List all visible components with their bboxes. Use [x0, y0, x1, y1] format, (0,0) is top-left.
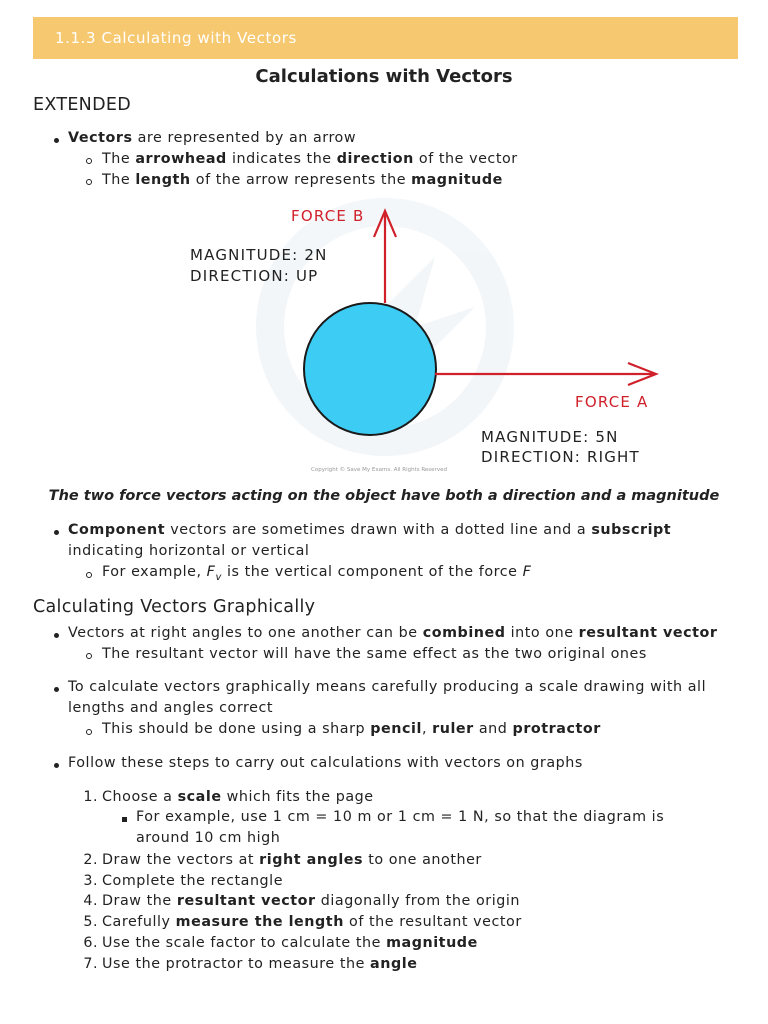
- bold-term: pencil: [370, 721, 422, 737]
- step-number: 3.: [83, 873, 98, 889]
- bold-term: protractor: [512, 721, 601, 737]
- sub-bullet-square: [122, 817, 127, 822]
- text-run: The: [102, 151, 136, 167]
- force-a-magnitude: MAGNITUDE: 5N: [481, 428, 619, 446]
- bullet-scale-drawing-cont: lengths and angles correct: [68, 700, 274, 716]
- sub-bullet-resultant: The resultant vector will have the same effect as the two original ones: [102, 646, 647, 662]
- sub-bullet-example: [102, 564, 531, 583]
- step-number: 7.: [83, 956, 98, 972]
- text-run: of the vector: [413, 151, 518, 167]
- bold-term: resultant vector: [176, 893, 316, 909]
- text-run: to one another: [363, 852, 482, 868]
- force-a-label: FORCE A: [575, 393, 649, 411]
- bullet-dot: [54, 530, 59, 535]
- force-b-label: FORCE B: [291, 207, 365, 225]
- step-7: [102, 956, 417, 972]
- step-1: [102, 789, 374, 805]
- section-heading-graphically: Calculating Vectors Graphically: [33, 597, 316, 617]
- bold-term: scale: [177, 789, 222, 805]
- text-run: indicates the: [226, 151, 337, 167]
- subscript-v: v: [215, 571, 222, 583]
- text-run: is the vertical component of the force: [221, 564, 523, 580]
- bold-term: resultant vector: [578, 625, 718, 641]
- text-run: of the arrow represents the: [190, 172, 412, 188]
- step-number: 4.: [83, 893, 98, 909]
- text-run: into one: [505, 625, 579, 641]
- force-a-direction: DIRECTION: RIGHT: [481, 448, 640, 466]
- force-b-magnitude: MAGNITUDE: 2N: [190, 246, 328, 264]
- banner-title: 1.1.3 Calculating with Vectors: [55, 29, 297, 47]
- text-run: Use the protractor to measure the: [102, 956, 371, 972]
- bullet-dot: [54, 687, 59, 692]
- bold-term: length: [135, 172, 191, 188]
- step-1-example-cont: around 10 cm high: [136, 830, 281, 846]
- bold-term: magnitude: [386, 935, 478, 951]
- bullet-component-cont: indicating horizontal or vertical: [68, 543, 310, 559]
- section-banner: [33, 17, 738, 59]
- step-2: [102, 852, 482, 868]
- text-run: Draw the vectors at: [102, 852, 260, 868]
- sub-bullet-length: [102, 172, 503, 188]
- bullet-dot: [54, 138, 59, 143]
- text-run: diagonally from the origin: [315, 893, 520, 909]
- bullet-vectors: [68, 130, 356, 146]
- sub-bullet-ring: [86, 179, 92, 185]
- sub-bullet-ring: [86, 158, 92, 164]
- bold-term: right angles: [259, 852, 364, 868]
- bold-term: combined: [422, 625, 506, 641]
- page-title: Calculations with Vectors: [255, 66, 513, 87]
- bold-term: ruler: [432, 721, 474, 737]
- text-run: which fits the page: [221, 789, 374, 805]
- text-run: and: [473, 721, 513, 737]
- step-6: [102, 935, 478, 951]
- text-run: ,: [421, 721, 433, 737]
- text-run: The: [102, 172, 136, 188]
- bullet-dot: [54, 763, 59, 768]
- bold-term: subscript: [591, 522, 672, 538]
- bullet-component: [68, 522, 671, 538]
- text-run: Complete the rectangle: [102, 873, 284, 889]
- bold-term: measure the length: [175, 914, 344, 930]
- step-number: 1.: [83, 789, 98, 805]
- bullet-combined: [68, 625, 717, 641]
- text-run: This should be done using a sharp: [102, 721, 371, 737]
- step-3: [102, 873, 283, 889]
- text-run: Vectors at right angles to one another can be: [68, 625, 423, 641]
- step-number: 2.: [83, 852, 98, 868]
- step-5: [102, 914, 522, 930]
- text-run: For example,: [102, 564, 207, 580]
- sub-bullet-ring: [86, 653, 92, 659]
- bold-term: angle: [370, 956, 418, 972]
- variable-f: F: [522, 564, 532, 580]
- copyright-text: Copyright © Save My Exams. All Rights Reserved: [311, 467, 447, 473]
- text-run: Use the scale factor to calculate the: [102, 935, 387, 951]
- text-run: Carefully: [102, 914, 176, 930]
- bold-term: arrowhead: [135, 151, 227, 167]
- sub-bullet-ring: [86, 729, 92, 735]
- text-run: Draw the: [102, 893, 177, 909]
- text-run: vectors are sometimes drawn with a dotted line and a: [165, 522, 592, 538]
- force-b-direction: DIRECTION: UP: [190, 267, 319, 285]
- bold-term: Component: [68, 522, 166, 538]
- step-4: [102, 893, 520, 909]
- bold-term: magnitude: [411, 172, 503, 188]
- object-circle: [304, 303, 436, 435]
- extended-heading: EXTENDED: [33, 95, 131, 115]
- bullet-scale-drawing: To calculate vectors graphically means carefully producing a scale drawing with all: [68, 679, 707, 695]
- step-number: 5.: [83, 914, 98, 930]
- force-vector-diagram: [185, 197, 665, 477]
- sub-bullet-tools: [102, 721, 601, 737]
- step-1-example: For example, use 1 cm = 10 m or 1 cm = 1 N, so that the diagram is: [136, 809, 665, 825]
- step-number: 6.: [83, 935, 98, 951]
- bullet-follow-steps: Follow these steps to carry out calculations with vectors on graphs: [68, 755, 583, 771]
- variable-f: F: [206, 564, 216, 580]
- diagram-caption: The two force vectors acting on the object have both a direction and a magnitude: [48, 488, 720, 504]
- sub-bullet-ring: [86, 572, 92, 578]
- sub-bullet-arrowhead: [102, 151, 518, 167]
- bold-term: direction: [336, 151, 414, 167]
- force-a-arrow: [435, 363, 656, 385]
- bullet-text: are represented by an arrow: [132, 130, 357, 146]
- text-run: of the resultant vector: [343, 914, 522, 930]
- bullet-dot: [54, 633, 59, 638]
- bold-term: Vectors: [68, 130, 133, 146]
- text-run: Choose a: [102, 789, 178, 805]
